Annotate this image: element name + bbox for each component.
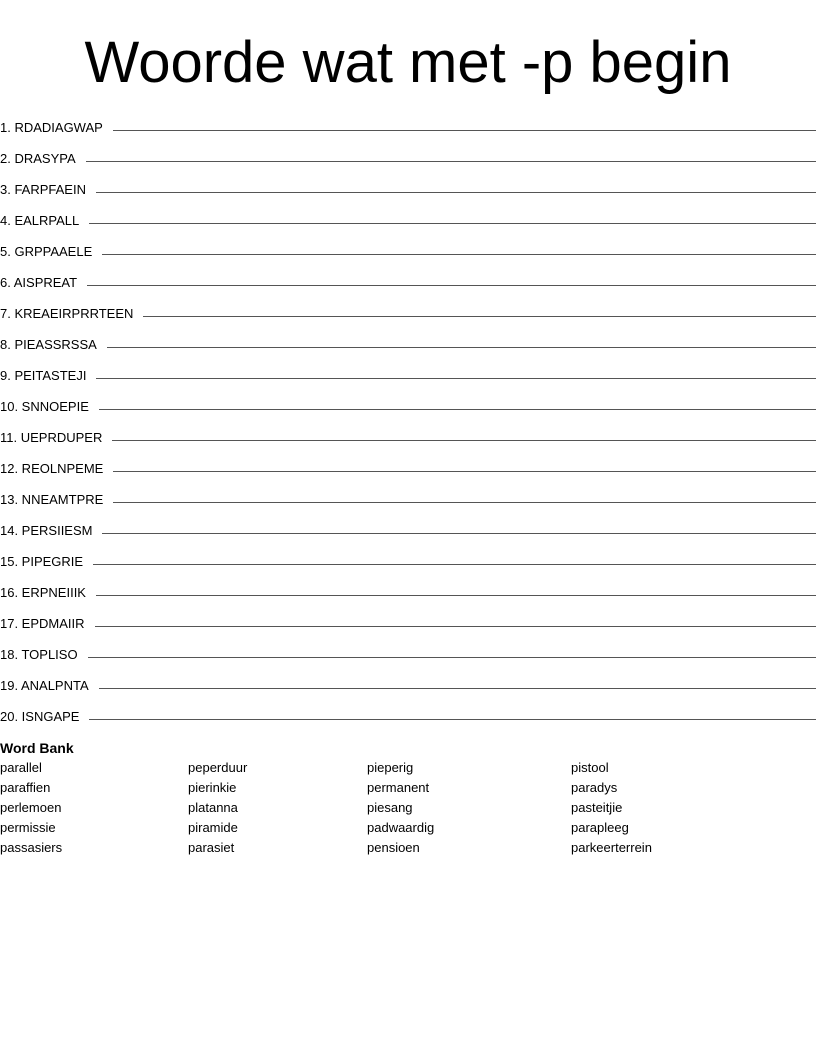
answer-line[interactable] <box>86 161 816 162</box>
word-bank-row <box>0 760 816 780</box>
question-row <box>0 326 816 357</box>
question-row <box>0 171 816 202</box>
answer-line[interactable] <box>112 440 816 441</box>
word-bank-word: pieperig <box>367 760 414 775</box>
question-row <box>0 233 816 264</box>
question-row <box>0 481 816 512</box>
answer-line[interactable] <box>99 409 816 410</box>
word-bank-word: piesang <box>367 800 413 815</box>
scrambled-word: 5. GRPPAAELE <box>0 244 93 259</box>
question-row <box>0 450 816 481</box>
answer-line[interactable] <box>96 378 816 379</box>
scrambled-word: 19. ANALPNTA <box>0 678 89 693</box>
question-list <box>0 109 816 729</box>
answer-line[interactable] <box>87 285 816 286</box>
scrambled-word: 16. ERPNEIIIK <box>0 585 86 600</box>
scrambled-word: 7. KREAEIRPRRTEEN <box>0 306 134 321</box>
word-bank-word: paradys <box>571 780 618 795</box>
question-row <box>0 202 816 233</box>
answer-line[interactable] <box>113 130 816 131</box>
question-row <box>0 109 816 140</box>
word-bank-word: passasiers <box>0 840 63 855</box>
scrambled-word: 2. DRASYPA <box>0 151 76 166</box>
answer-line[interactable] <box>99 688 816 689</box>
word-bank-word: platanna <box>188 800 238 815</box>
scrambled-word: 9. PEITASTEJI <box>0 368 87 383</box>
word-bank-word: parasiet <box>188 840 235 855</box>
word-bank-row <box>0 840 816 860</box>
word-bank-word: pensioen <box>367 840 420 855</box>
scrambled-word: 13. NNEAMTPRE <box>0 492 104 507</box>
question-row <box>0 419 816 450</box>
word-bank-word: pistool <box>571 760 609 775</box>
answer-line[interactable] <box>95 626 816 627</box>
question-row <box>0 667 816 698</box>
question-row <box>0 636 816 667</box>
scrambled-word: 17. EPDMAIIR <box>0 616 85 631</box>
scrambled-word: 15. PIPEGRIE <box>0 554 84 569</box>
scrambled-word: 14. PERSIIESM <box>0 523 93 538</box>
word-bank-word: perlemoen <box>0 800 62 815</box>
scrambled-word: 6. AISPREAT <box>0 275 78 290</box>
answer-line[interactable] <box>96 192 816 193</box>
worksheet-title: Woorde wat met -p begin <box>84 30 732 95</box>
question-row <box>0 605 816 636</box>
answer-line[interactable] <box>93 564 816 565</box>
answer-line[interactable] <box>113 471 816 472</box>
question-row <box>0 512 816 543</box>
answer-line[interactable] <box>143 316 816 317</box>
answer-line[interactable] <box>96 595 816 596</box>
word-bank-word: pierinkie <box>188 780 237 795</box>
word-bank-word: parapleeg <box>571 820 629 835</box>
word-bank-heading: Word Bank <box>0 740 74 756</box>
word-bank-word: parallel <box>0 760 42 775</box>
scrambled-word: 1. RDADIAGWAP <box>0 120 103 135</box>
scrambled-word: 10. SNNOEPIE <box>0 399 89 414</box>
scrambled-word: 18. TOPLISO <box>0 647 78 662</box>
question-row <box>0 357 816 388</box>
scrambled-word: 12. REOLNPEME <box>0 461 104 476</box>
question-row <box>0 698 816 729</box>
word-bank-word: pasteitjie <box>571 800 623 815</box>
scrambled-word: 20. ISNGAPE <box>0 709 80 724</box>
question-row <box>0 388 816 419</box>
scrambled-word: 11. UEPRDUPER <box>0 430 103 445</box>
word-bank-word: peperduur <box>188 760 248 775</box>
scrambled-word: 4. EALRPALL <box>0 213 80 228</box>
answer-line[interactable] <box>107 347 816 348</box>
answer-line[interactable] <box>89 719 816 720</box>
word-bank-word: padwaardig <box>367 820 435 835</box>
scrambled-word: 8. PIEASSRSSA <box>0 337 97 352</box>
question-row <box>0 264 816 295</box>
answer-line[interactable] <box>88 657 816 658</box>
word-bank-word: permanent <box>367 780 430 795</box>
word-bank-word: permissie <box>0 820 56 835</box>
scrambled-word: 3. FARPFAEIN <box>0 182 86 197</box>
word-bank-word: paraffien <box>0 780 51 795</box>
question-row <box>0 295 816 326</box>
question-row <box>0 140 816 171</box>
word-bank-row <box>0 800 816 820</box>
answer-line[interactable] <box>89 223 816 224</box>
word-bank-word: piramide <box>188 820 238 835</box>
question-row <box>0 574 816 605</box>
word-bank-grid <box>0 760 816 860</box>
answer-line[interactable] <box>102 254 816 255</box>
answer-line[interactable] <box>113 502 816 503</box>
word-bank-row <box>0 820 816 840</box>
word-bank-word: parkeerterrein <box>571 840 652 855</box>
answer-line[interactable] <box>102 533 816 534</box>
word-bank-row <box>0 780 816 800</box>
question-row <box>0 543 816 574</box>
